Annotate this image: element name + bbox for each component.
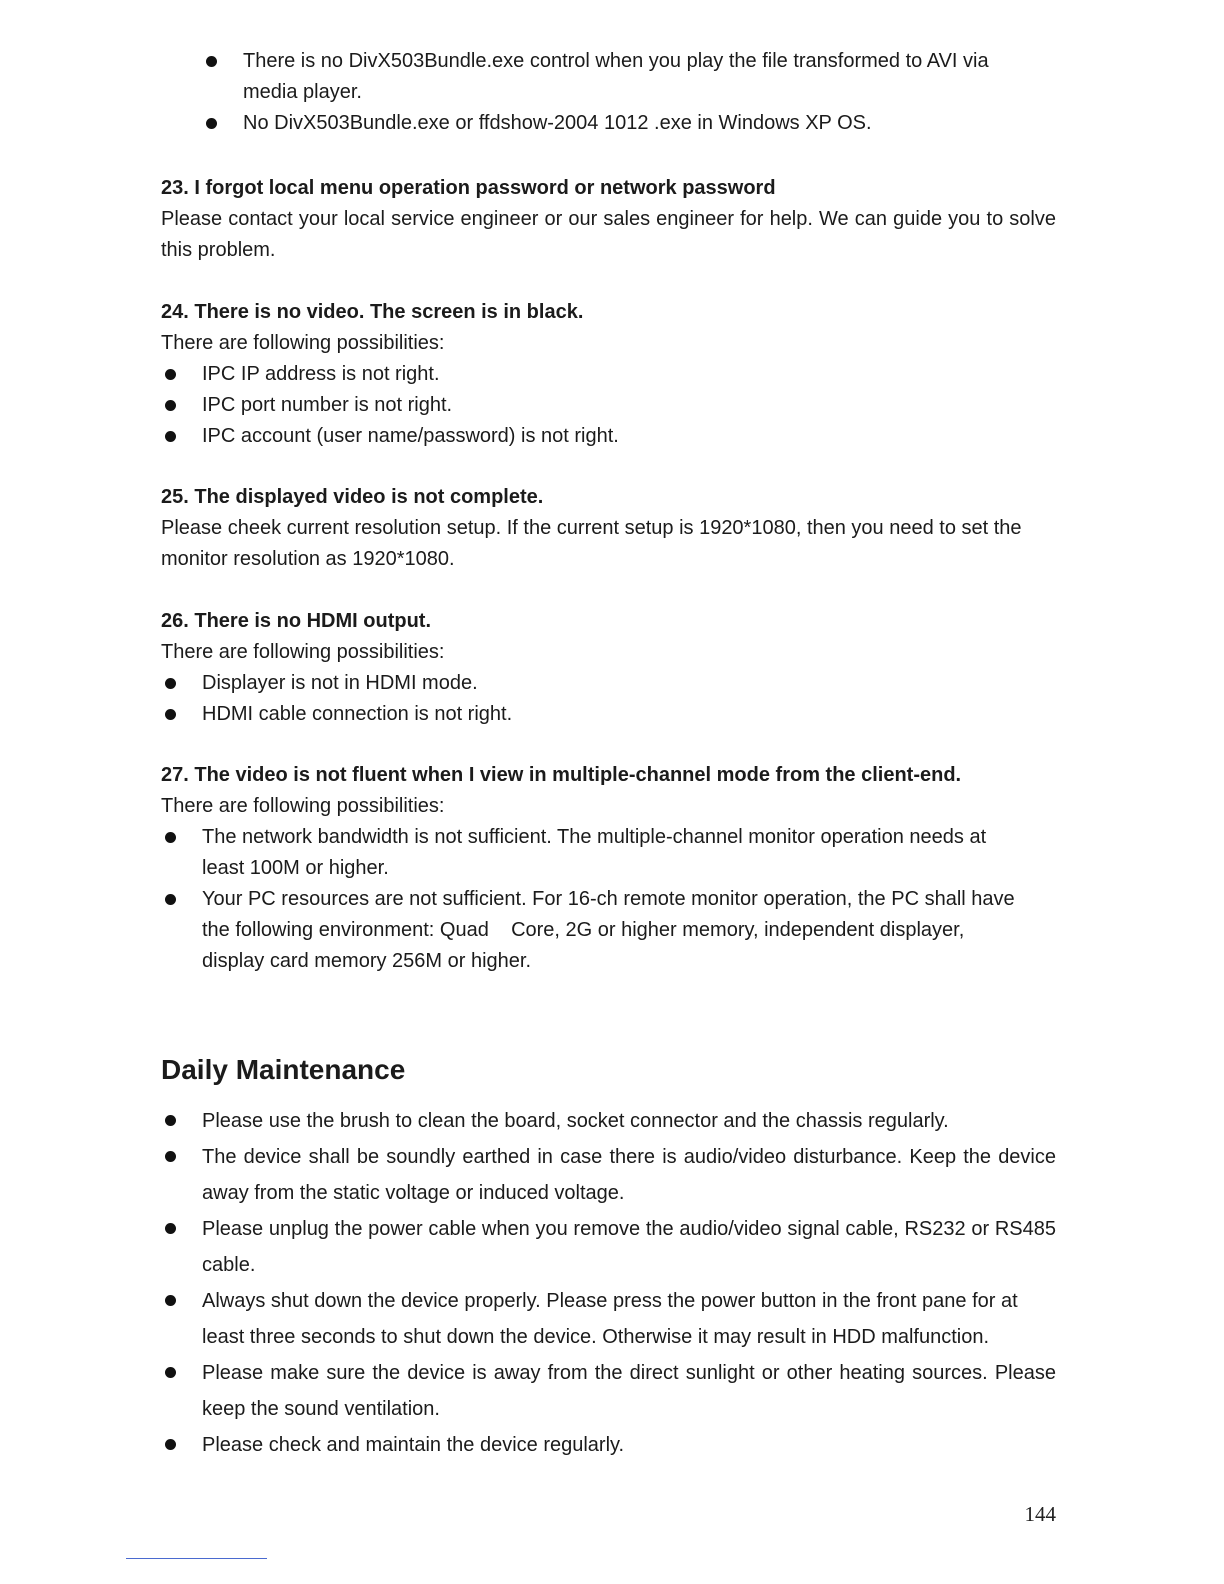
- footer-rule: [126, 1558, 267, 1559]
- faq-heading: 26. There is no HDMI output.: [161, 610, 432, 632]
- list-item: IPC port number is not right.: [161, 390, 1056, 421]
- intro-bullet-list: [202, 46, 1032, 139]
- list-item: Displayer is not in HDMI mode.: [161, 668, 1056, 699]
- list-item: There is no DivX503Bundle.exe control when you play the file transformed to AVI via media player.: [202, 46, 1032, 108]
- list-item: Your PC resources are not sufficient. For 16-ch remote monitor operation, the PC shall have the following environment: Quad Core, 2G or higher memory, independent displayer, display card memory 256M or higher.: [161, 884, 1056, 977]
- maintenance-list: [161, 1103, 1056, 1463]
- faq-26: [161, 606, 1056, 730]
- list-item: Please check and maintain the device regularly.: [161, 1427, 1056, 1463]
- list-item: HDMI cable connection is not right.: [161, 699, 1056, 730]
- page-number: 144: [1024, 1502, 1056, 1526]
- faq-25: [161, 482, 1056, 575]
- faq-27: [161, 760, 1056, 977]
- list-item: The network bandwidth is not sufficient. The multiple-channel monitor operation needs at least 100M or higher.: [161, 822, 1056, 884]
- section-title: Daily Maintenance: [161, 1054, 406, 1085]
- faq-intro: There are following possibilities:: [161, 641, 445, 663]
- list-item: The device shall be soundly earthed in case there is audio/video disturbance. Keep the device away from the static voltage or induced voltage.: [161, 1139, 1056, 1211]
- faq-body: Please cheek current resolution setup. If the current setup is 1920*1080, then you need to set the monitor resolution as 1920*1080.: [161, 517, 1022, 570]
- list-item: Please unplug the power cable when you remove the audio/video signal cable, RS232 or RS485 cable.: [161, 1211, 1056, 1283]
- faq-heading: 23. I forgot local menu operation password or network password: [161, 177, 776, 199]
- list-item: IPC account (user name/password) is not right.: [161, 421, 1056, 452]
- faq-heading: 24. There is no video. The screen is in black.: [161, 301, 584, 323]
- list-item: Please use the brush to clean the board, socket connector and the chassis regularly.: [161, 1103, 1056, 1139]
- faq-body: Please contact your local service engineer or our sales engineer for help. We can guide you to solve this problem.: [161, 208, 1056, 261]
- faq-heading: 27. The video is not fluent when I view in multiple-channel mode from the client-end.: [161, 764, 962, 786]
- faq-intro: There are following possibilities:: [161, 795, 445, 817]
- faq-heading: 25. The displayed video is not complete.: [161, 486, 544, 508]
- list-item: Always shut down the device properly. Please press the power button in the front pane for at least three seconds to shut down the device. Otherwise it may result in HDD malfunction.: [161, 1283, 1056, 1355]
- list-item: IPC IP address is not right.: [161, 359, 1056, 390]
- list-item: No DivX503Bundle.exe or ffdshow-2004 1012 .exe in Windows XP OS.: [202, 108, 1032, 139]
- daily-maintenance-section: [161, 1052, 1056, 1088]
- faq-intro: There are following possibilities:: [161, 332, 445, 354]
- faq-23: [161, 173, 1056, 266]
- list-item: Please make sure the device is away from the direct sunlight or other heating sources. Please keep the sound ventilation.: [161, 1355, 1056, 1427]
- faq-24: [161, 297, 1056, 452]
